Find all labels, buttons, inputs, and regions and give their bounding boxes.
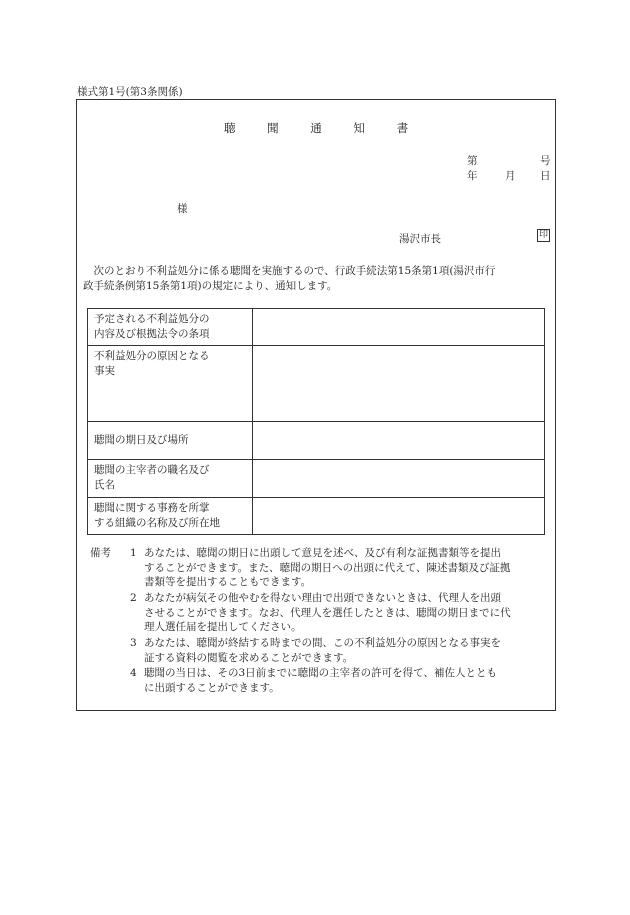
label-line: 予定される不利益処分の <box>94 313 210 325</box>
document-title <box>77 120 555 136</box>
row-value[interactable] <box>253 422 545 460</box>
note-line: 証する資料の閲覧を求めることができます。 <box>144 651 354 664</box>
label-line: 氏名 <box>94 478 115 491</box>
date-month: 月 <box>505 170 516 182</box>
row-label <box>88 422 253 460</box>
note-line: あなたは、聴聞が終結する時までの間、この不利益処分の原因となる事実を <box>144 637 501 649</box>
note-number: 3 <box>130 637 137 649</box>
title-char: 書 <box>396 121 409 135</box>
note-line: あなたは、聴聞の期日に出頭して意見を述べ、及び有利な証拠書類等を提出 <box>144 547 501 559</box>
note-line: することができます。また、聴聞の期日への出頭に代えて、陳述書類及び証拠 <box>144 561 511 574</box>
sender-title: 湯沢市長 <box>399 233 441 245</box>
row-value[interactable] <box>253 498 545 535</box>
notes-heading: 備考 <box>90 547 111 559</box>
row-label <box>88 498 253 535</box>
intro-paragraph <box>83 264 551 293</box>
note-line: に出頭することができます。 <box>144 681 280 694</box>
note-number: 1 <box>130 547 137 559</box>
note-item <box>130 666 550 695</box>
note-item <box>130 546 550 590</box>
note-number: 4 <box>130 667 137 679</box>
note-item <box>130 591 550 635</box>
note-line: 理人選任届を提出してください。 <box>144 621 302 633</box>
table-row <box>88 498 545 535</box>
addressee: 様 <box>177 203 188 215</box>
title-char: 聴 <box>223 121 236 135</box>
hearing-info-table <box>87 308 545 535</box>
note-line: あなたが病気その他やむを得ない理由で出頭できないときは、代理人を出頭 <box>144 592 501 604</box>
label-line: 内容及び根拠法令の条項 <box>94 327 210 340</box>
title-char: 知 <box>353 121 365 135</box>
seal-mark: 印 <box>538 230 548 240</box>
row-label <box>88 309 253 346</box>
row-label <box>88 460 253 498</box>
label-line: 不利益処分の原因となる <box>94 350 210 362</box>
number-suffix: 号 <box>540 155 551 167</box>
label-line: 聴聞の主宰者の職名及び <box>94 464 210 476</box>
table-row <box>88 346 545 422</box>
label-line: する組織の名称及び所在地 <box>94 516 220 529</box>
note-line: させることができます。なお、代理人を選任したときは、聴聞の期日までに代 <box>144 606 511 619</box>
table-row <box>88 422 545 460</box>
title-char: 聞 <box>267 121 279 135</box>
note-line: 聴聞の当日は、その3日前までに聴聞の主宰者の許可を得て、補佐人ととも <box>144 667 497 679</box>
row-value[interactable] <box>253 309 545 346</box>
row-value[interactable] <box>253 346 545 422</box>
intro-line: 政手続条例第15条第1項)の規定により、通知します。 <box>83 279 338 292</box>
number-prefix: 第 <box>467 155 478 167</box>
label-line: 聴聞の期日及び場所 <box>94 434 189 447</box>
label-line: 聴聞に関する事務を所掌 <box>94 502 210 514</box>
note-number: 2 <box>130 592 137 604</box>
label-line: 事実 <box>94 364 115 377</box>
row-label <box>88 346 253 422</box>
table-row <box>88 309 545 346</box>
title-char: 通 <box>310 121 322 135</box>
date-day: 日 <box>540 170 551 182</box>
date-year: 年 <box>467 170 478 182</box>
form-caption: 様式第1号(第3条関係) <box>77 86 183 98</box>
document-frame <box>76 99 556 711</box>
row-value[interactable] <box>253 460 545 498</box>
intro-line: 次のとおり不利益処分に係る聴聞を実施するので、行政手続法第15条第1項(湯沢市行 <box>83 265 496 277</box>
note-line: 書類等を提出することもできます。 <box>144 576 312 588</box>
note-item <box>130 636 550 665</box>
table-row <box>88 460 545 498</box>
